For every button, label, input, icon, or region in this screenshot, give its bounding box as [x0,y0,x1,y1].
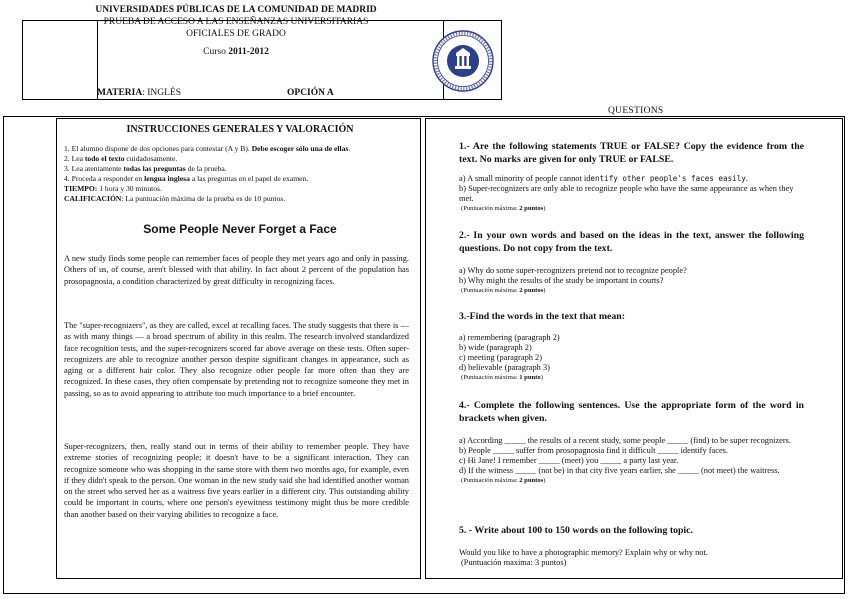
question-3-title: 3.-Find the words in the text that mean: [459,311,625,322]
score-label: (Puntuación máxima: [461,205,520,212]
question-2-score [461,286,804,296]
question-4-item-d: d) If the witness _____ (not be) in that city five years earlier, she _____ (not meet) the waitress. [459,466,780,475]
score-label: (Puntuación máxima: [461,477,520,484]
question-4-body [459,436,804,486]
score-value: 1 punto [519,374,541,381]
score-value: 2 puntos [519,477,544,484]
instruction-text: 4. Proceda a responder en [64,174,145,184]
instruction-text: 3. Lea atentamente [64,164,124,174]
course-line [76,46,396,58]
instruction-text: cuidadosamente. [124,154,178,164]
instruction-emphasis: Debe escoger sólo una de ellas [251,144,349,153]
question-1-body [459,174,804,214]
question-4-item-c: c) Hi Jane! I remember _____ (meet) you _____ a party last year. [459,456,679,465]
question-2-item-a: a) Why do some super-recognizers pretend not to recognize people? [459,266,687,275]
score-end: ) [543,205,546,212]
score-end: ) [540,374,543,381]
question-1-title: 1.- Are the following statements TRUE or FALSE? Copy the evidence from the text. No marks are given for only TRUE or FALSE. [459,141,804,165]
question-2-title: 2.- In your own words and based on the ideas in the text, answer the following questions. Do not copy from the text. [459,230,804,254]
grading [64,194,419,204]
subject-label: MATERIA [97,88,143,98]
instructions-title: INSTRUCCIONES GENERALES Y VALORACIÓN [126,124,354,135]
instruction-item [64,154,419,164]
university-seal-icon [432,30,494,92]
option-label: OPCIÓN A [287,88,334,98]
instruction-item [64,144,419,154]
instruction-item [64,174,419,184]
question-4-title: 4.- Complete the following sentences. Use the appropriate form of the word in brackets when given. [459,400,804,424]
instruction-item [64,164,419,174]
course-year: 2011-2012 [228,47,269,57]
instructions-list [64,144,419,205]
instruction-text: a las preguntas en el papel de examen. [189,174,309,184]
time-value: 1 hora y 30 minutos. [97,184,162,194]
article-title: Some People Never Forget a Face [143,222,337,236]
instruction-text: 1. El alumno dispone de dos opciones para contestar (A y B). [64,144,252,153]
question-2-item-b: b) Why might the results of the study be important in courts? [459,276,664,285]
score-value: 2 puntos [519,287,544,294]
university-name: UNIVERSIDADES PÚBLICAS DE LA COMUNIDAD DE MADRID [95,5,377,15]
item-text: a) A small minority of people cannot id [459,174,591,183]
instruction-emphasis: todo el texto [84,154,125,164]
grade-value: : La puntuación máxima de la prueba es de 10 puntos. [121,194,286,204]
question-1-item-b: b) Super-recognizers are only able to recognize people who have the same appearance as when they met. [459,184,794,203]
instruction-text: 2. Lea [64,154,85,164]
article-paragraph-3: Super-recognizers, then, really stand out in terms of their ability to remember people. They have extreme stories of recognizing people; it doesn't have to be a significant interaction. They can recognize someone who was shopping in the same store with them two months ago, for example, even if they didn't speak to the person. One woman in the new study said she had identified another woman on the street who served her as a waitress five years earlier in a different city. This outstanding ability could be important in courts, where one person's eyewitness testimony might thus be more credible than another based on their varying abilities to recognize a face. [64,442,409,519]
course-prefix: Curso [203,47,229,57]
subject-value: : INGLÉS [142,88,182,98]
instruction-emphasis: lengua inglesa [144,174,190,184]
exam-name-line2: OFICIALES DE GRADO [186,29,286,39]
article-paragraph-1: A new study finds some people can remember faces of people they met years ago and only in passing. Others of us, of course, aren't blessed with that ability. In fact about 2 percent of the population has prosopagnosia, a condition characterized by great difficulty in recognizing faces. [64,254,409,286]
question-5-body [459,548,804,568]
question-2-body [459,266,804,296]
exam-name-line1: PRUEBA DE ACCESO A LAS ENSEÑANZAS UNIVERSITARIAS [103,17,369,27]
instruction-text: de la prueba. [185,164,227,174]
score-end: ) [543,287,546,294]
subject-line [97,88,181,98]
question-3-item-c: c) meeting (paragraph 2) [459,353,543,362]
question-3-item-a: a) remembering (paragraph 2) [459,333,560,342]
time-label: TIEMPO: [64,184,98,194]
article-paragraph-2: The "super-recognizers", as they are called, excel at recalling faces. The study suggests that there is — as with many things — a broad spectrum of ability in this realm. The research involved standardized face recognition tests, and the super-recognizers scored far above average on these tests. Often super-recognizers are able to recognize another person despite significant changes in appearance, such as aging or a different hair color. They also recognize other people far more often than they are recognized. In these cases, they often compensate by pretending not to recognize someone they met in passing, so as to avoid appearing to attribute too much importance to a brief encounter. [64,321,409,398]
question-5-prompt: Would you like to have a photographic memory? Explain why or why not. [459,548,708,557]
question-3-score [461,373,804,383]
question-3-item-d: d) believable (paragraph 3) [459,363,550,372]
score-value: 2 puntos [519,205,544,212]
grade-label: CALIFICACIÓN [64,194,122,204]
score-end: ) [543,477,546,484]
questions-heading: QUESTIONS [608,106,664,116]
question-3-item-b: b) wide (paragraph 2) [459,343,532,352]
question-4-score [461,476,804,486]
question-5-title: 5. - Write about 100 to 150 words on the following topic. [459,525,693,536]
time-limit [64,184,419,194]
question-5-score: (Puntuación maxima: 3 puntos) [461,558,567,567]
instruction-emphasis: todas las preguntas [123,164,186,174]
question-4-item-b: b) People _____ suffer from prosopagnosia find it difficult _____ identify faces. [459,446,729,455]
question-1-item-a [459,174,804,184]
score-label: (Puntuación máxima: [461,374,520,381]
instruction-text: . [348,144,351,153]
item-text: . [745,174,748,183]
question-1-score [461,204,804,214]
item-text-mono: entify other people's faces easily [590,174,746,183]
score-label: (Puntuación máxima: [461,287,520,294]
question-3-body [459,333,804,383]
header-center [76,4,396,58]
question-4-item-a: a) According _____ the results of a recent study, some people _____ (find) to be super recognizers. [459,436,792,445]
